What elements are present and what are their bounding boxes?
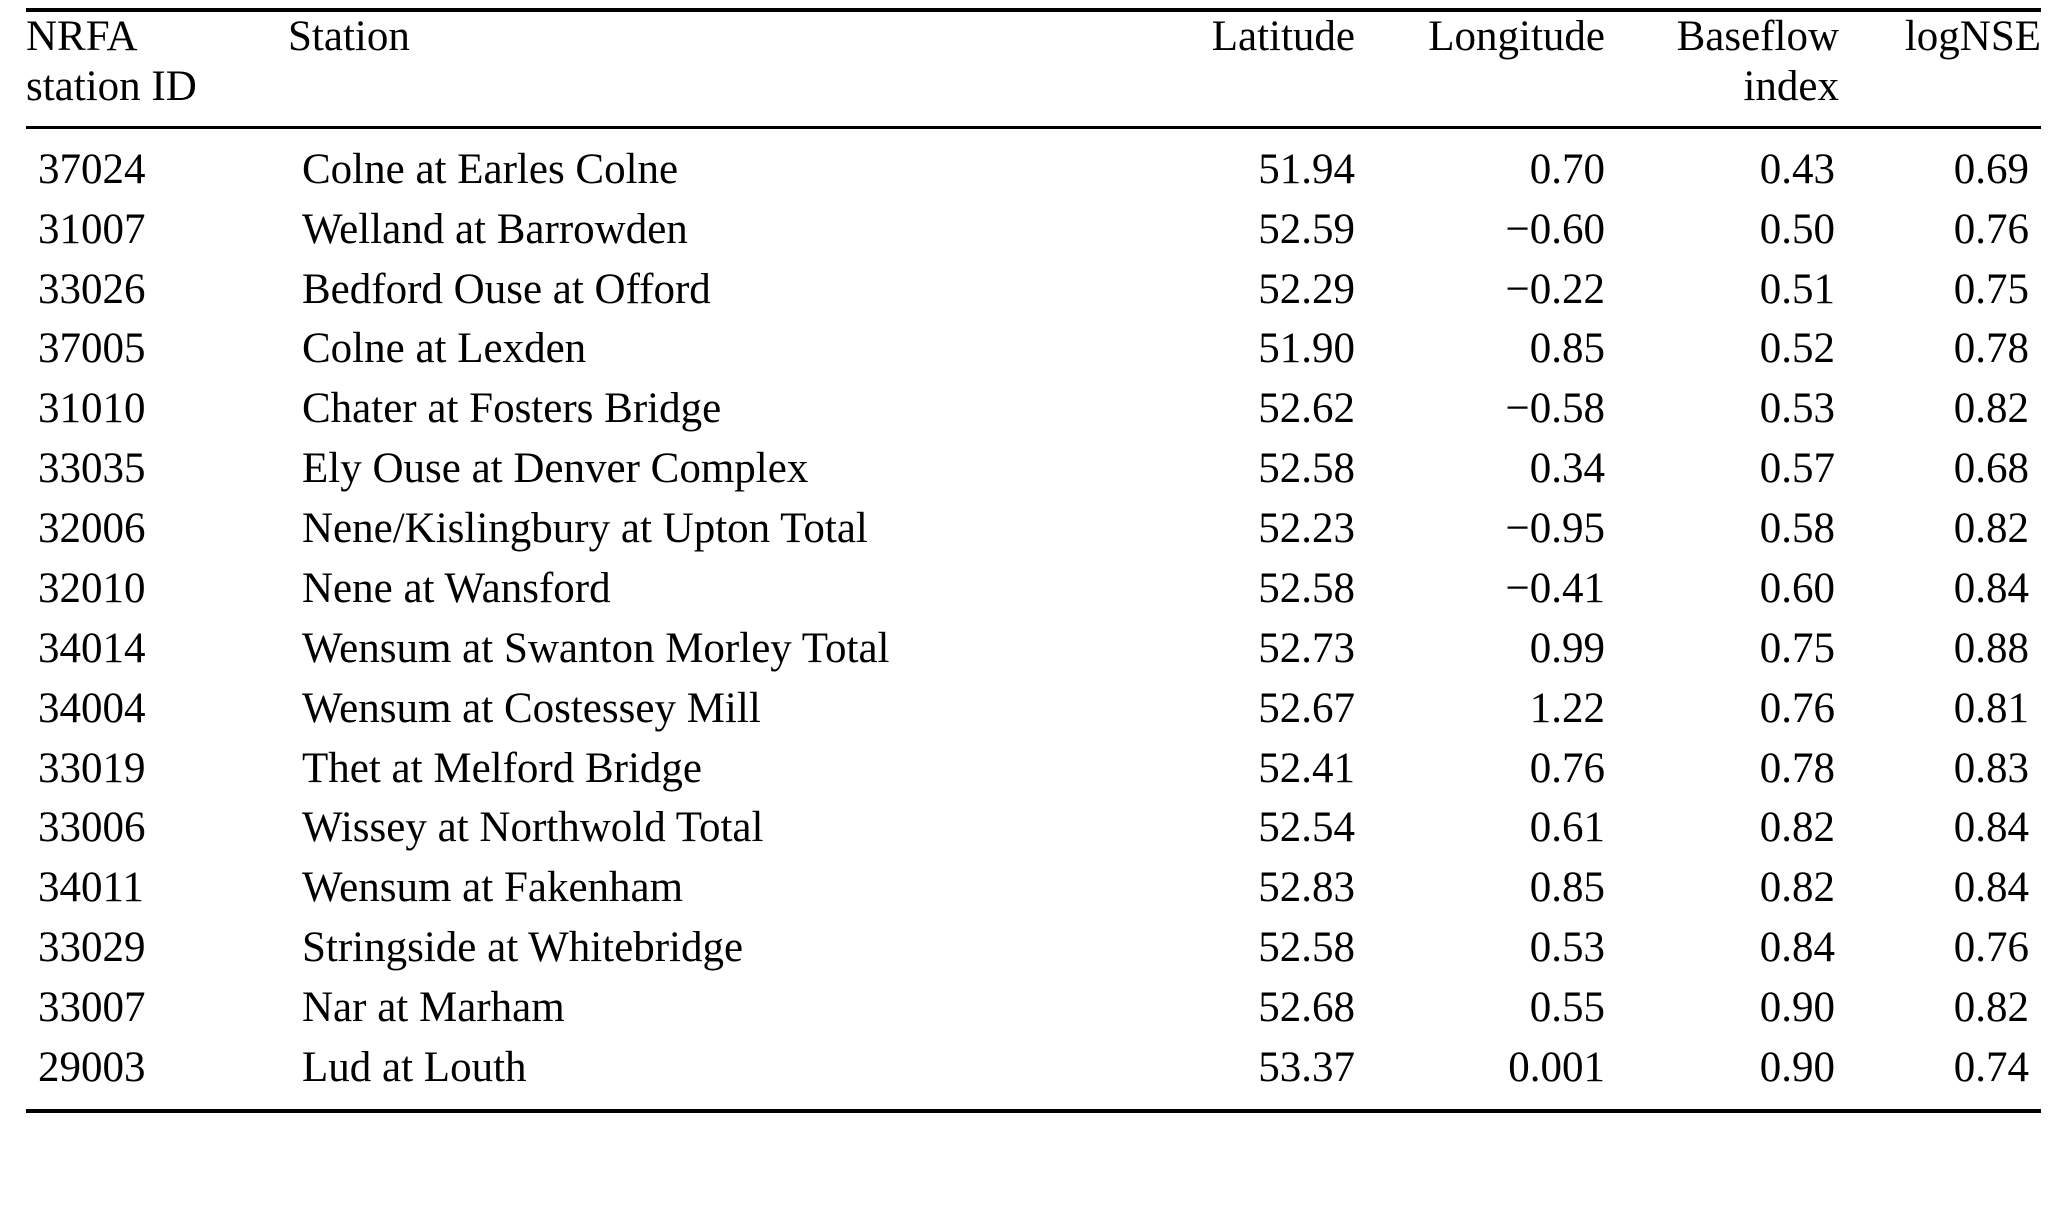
cell-longitude: −0.95	[1505, 505, 1605, 552]
cell-baseflow-index: 0.75	[1759, 624, 1835, 672]
cell-lognse: 0.82	[1953, 984, 2029, 1031]
cell-lognse: 0.83	[1953, 744, 2029, 792]
cell-station-id: 33007	[38, 984, 146, 1031]
cell-baseflow-index: 0.58	[1759, 505, 1835, 552]
table-row	[26, 679, 2041, 739]
cell-station-name: Nene at Wansford	[302, 564, 611, 612]
table-row	[26, 379, 2041, 439]
cell-baseflow-index: 0.90	[1759, 984, 1835, 1031]
cell-station-name: Wensum at Swanton Morley Total	[302, 624, 890, 672]
cell-baseflow-index: 0.76	[1759, 684, 1835, 732]
cell-baseflow-index: 0.84	[1759, 924, 1835, 972]
table-row	[26, 260, 2041, 320]
cell-longitude: 0.61	[1529, 804, 1605, 852]
table-row	[26, 127, 2041, 199]
cell-baseflow-index: 0.50	[1759, 205, 1835, 253]
table-row	[26, 798, 2041, 858]
table-row	[26, 858, 2041, 918]
column-header-longitude	[1355, 10, 1605, 127]
cell-station-name: Nar at Marham	[302, 984, 565, 1031]
table-row	[26, 739, 2041, 799]
stations-table	[26, 8, 2041, 1113]
table-row	[26, 200, 2041, 260]
table-row	[26, 319, 2041, 379]
cell-longitude: −0.22	[1505, 265, 1605, 313]
cell-station-name: Chater at Fosters Bridge	[302, 385, 722, 433]
cell-latitude: 52.59	[1258, 205, 1355, 253]
cell-longitude: 0.85	[1529, 325, 1605, 373]
cell-lognse: 0.88	[1953, 624, 2029, 672]
cell-latitude: 52.68	[1258, 984, 1355, 1031]
table-header	[26, 10, 2041, 127]
header-line-1: Station	[288, 13, 410, 60]
cell-latitude: 51.94	[1258, 145, 1355, 193]
cell-station-id: 34004	[38, 684, 146, 732]
header-line-1: Baseflow	[1676, 13, 1839, 60]
cell-longitude: 1.22	[1529, 684, 1605, 732]
cell-lognse: 0.68	[1953, 445, 2029, 493]
cell-baseflow-index: 0.57	[1759, 445, 1835, 493]
cell-latitude: 52.23	[1258, 505, 1355, 552]
header-line-1: Latitude	[1211, 13, 1355, 60]
cell-lognse: 0.75	[1953, 265, 2029, 313]
cell-longitude: 0.99	[1529, 624, 1605, 672]
cell-station-id: 34014	[38, 624, 146, 672]
cell-baseflow-index: 0.53	[1759, 385, 1835, 433]
cell-baseflow-index: 0.90	[1759, 1043, 1835, 1091]
column-header-lognse	[1839, 10, 2041, 127]
table-row	[26, 439, 2041, 499]
cell-station-id: 37024	[38, 145, 146, 193]
cell-station-id: 33019	[38, 744, 146, 792]
cell-lognse: 0.82	[1953, 505, 2029, 552]
cell-longitude: 0.70	[1529, 145, 1605, 193]
header-line-2: station ID	[26, 62, 197, 110]
cell-station-id: 34011	[38, 864, 144, 912]
cell-station-id: 33035	[38, 445, 146, 493]
cell-lognse: 0.84	[1953, 804, 2029, 852]
cell-latitude: 52.58	[1258, 445, 1355, 493]
cell-latitude: 52.62	[1258, 385, 1355, 433]
cell-latitude: 52.73	[1258, 624, 1355, 672]
cell-latitude: 53.37	[1258, 1043, 1355, 1091]
cell-latitude: 51.90	[1258, 325, 1355, 373]
cell-latitude: 52.29	[1258, 265, 1355, 313]
cell-longitude: 0.001	[1508, 1043, 1605, 1091]
cell-longitude: 0.53	[1529, 924, 1605, 972]
cell-lognse: 0.81	[1953, 684, 2029, 732]
cell-station-name: Welland at Barrowden	[302, 205, 688, 253]
header-line-2: index	[1743, 62, 1839, 110]
cell-baseflow-index: 0.82	[1759, 804, 1835, 852]
cell-lognse: 0.69	[1953, 145, 2029, 193]
cell-lognse: 0.76	[1953, 924, 2029, 972]
cell-station-id: 33006	[38, 804, 146, 852]
cell-baseflow-index: 0.43	[1759, 145, 1835, 193]
cell-station-name: Lud at Louth	[302, 1043, 527, 1091]
cell-station-id: 31007	[38, 205, 146, 253]
table-row	[26, 978, 2041, 1038]
table-row	[26, 619, 2041, 679]
cell-station-name: Thet at Melford Bridge	[302, 744, 703, 792]
cell-longitude: −0.58	[1505, 385, 1605, 433]
cell-baseflow-index: 0.60	[1759, 564, 1835, 612]
cell-lognse: 0.84	[1953, 564, 2029, 612]
header-line-1: Longitude	[1428, 13, 1605, 60]
cell-baseflow-index: 0.82	[1759, 864, 1835, 912]
table-row	[26, 559, 2041, 619]
cell-latitude: 52.41	[1258, 744, 1355, 792]
header-row	[26, 10, 2041, 127]
cell-latitude: 52.54	[1258, 804, 1355, 852]
table-body	[26, 127, 2041, 1111]
cell-latitude: 52.83	[1258, 864, 1355, 912]
cell-station-name: Ely Ouse at Denver Complex	[302, 445, 809, 493]
cell-baseflow-index: 0.51	[1759, 265, 1835, 313]
column-header-latitude	[1135, 10, 1355, 127]
cell-longitude: 0.85	[1529, 864, 1605, 912]
column-header-station	[288, 10, 1135, 127]
cell-station-name: Colne at Lexden	[302, 325, 587, 373]
column-header-nrfa-station-id	[26, 10, 288, 127]
cell-lognse: 0.74	[1953, 1043, 2029, 1091]
cell-longitude: 0.76	[1529, 744, 1605, 792]
cell-station-name: Nene/Kislingbury at Upton Total	[302, 505, 868, 552]
column-header-baseflow-index	[1605, 10, 1839, 127]
cell-station-id: 33029	[38, 924, 146, 972]
cell-baseflow-index: 0.52	[1759, 325, 1835, 373]
cell-longitude: 0.55	[1529, 984, 1605, 1031]
cell-longitude: −0.60	[1505, 205, 1605, 253]
table-row	[26, 499, 2041, 559]
cell-latitude: 52.58	[1258, 564, 1355, 612]
cell-station-name: Wissey at Northwold Total	[302, 804, 764, 852]
cell-latitude: 52.58	[1258, 924, 1355, 972]
cell-station-id: 31010	[38, 385, 146, 433]
cell-station-id: 33026	[38, 265, 146, 313]
cell-latitude: 52.67	[1258, 684, 1355, 732]
cell-station-name: Wensum at Fakenham	[302, 864, 684, 912]
cell-station-id: 32010	[38, 564, 146, 612]
table-row	[26, 1038, 2041, 1111]
cell-lognse: 0.82	[1953, 385, 2029, 433]
cell-station-id: 29003	[38, 1043, 146, 1091]
cell-longitude: −0.41	[1505, 564, 1605, 612]
table-row	[26, 918, 2041, 978]
cell-station-name: Bedford Ouse at Offord	[302, 265, 711, 313]
cell-lognse: 0.78	[1953, 325, 2029, 373]
cell-station-name: Colne at Earles Colne	[302, 145, 679, 193]
header-line-1: NRFA	[26, 13, 138, 60]
cell-baseflow-index: 0.78	[1759, 744, 1835, 792]
cell-station-id: 37005	[38, 325, 146, 373]
cell-lognse: 0.76	[1953, 205, 2029, 253]
header-line-1: logNSE	[1904, 13, 2041, 60]
cell-station-name: Wensum at Costessey Mill	[302, 684, 761, 732]
top-spacer	[26, 0, 2041, 8]
cell-station-name: Stringside at Whitebridge	[302, 924, 744, 972]
cell-lognse: 0.84	[1953, 864, 2029, 912]
cell-longitude: 0.34	[1529, 445, 1605, 493]
cell-station-id: 32006	[38, 505, 146, 552]
